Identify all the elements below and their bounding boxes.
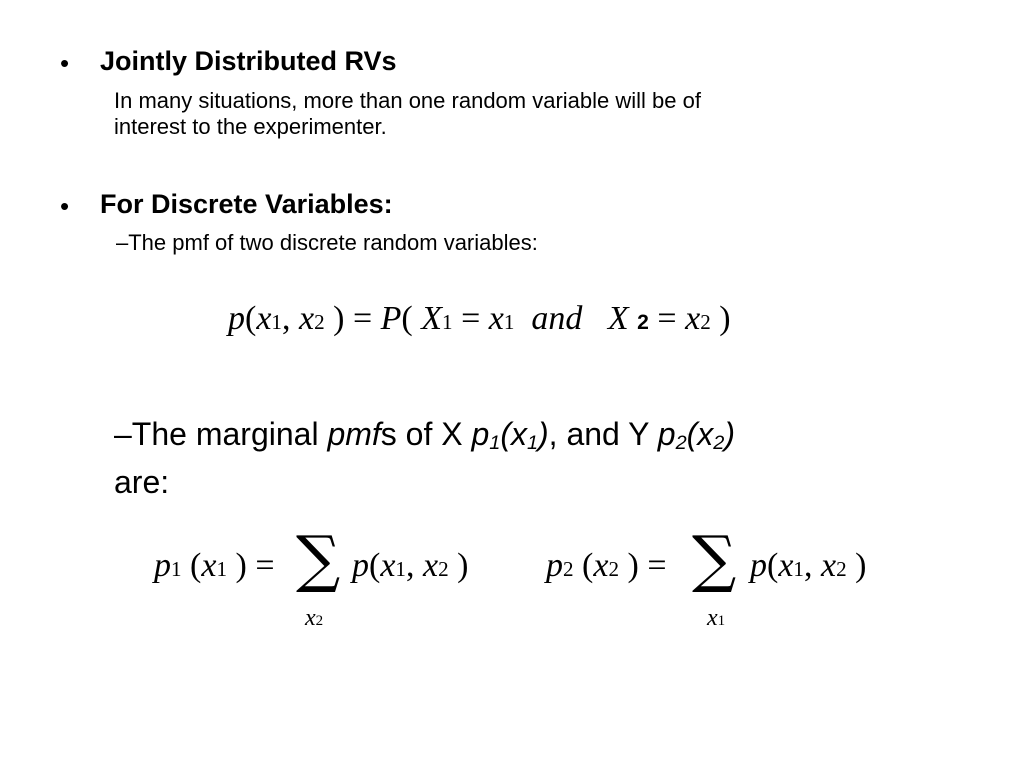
paragraph-line-1: In many situations, more than one random variable will be of bbox=[114, 88, 701, 113]
marginal-pmf-sentence: –The marginal pmfs of X $p_1(x_1)$, and Y $p_2(x_2)$ bbox=[114, 416, 735, 454]
sum-index-x2: x2 bbox=[305, 605, 324, 631]
heading-discrete-variables: For Discrete Variables: bbox=[100, 189, 393, 219]
bullet-2: • bbox=[60, 191, 70, 221]
sum-index-x1: x1 bbox=[707, 605, 726, 631]
heading-jointly-distributed: Jointly Distributed RVs bbox=[100, 46, 397, 76]
equation-marginal-p2-rhs: p(x1, x2 ) bbox=[750, 547, 867, 584]
equation-marginal-p1-rhs: p(x1, x2 ) bbox=[352, 547, 469, 584]
equation-marginal-p2: p2 (x2 ) = bbox=[546, 547, 667, 584]
paragraph-line-2: interest to the experimenter. bbox=[114, 114, 387, 139]
bullet-1: • bbox=[60, 48, 70, 78]
subpoint-joint-pmf: –The pmf of two discrete random variables: bbox=[116, 230, 538, 255]
sigma-symbol-1: ∑ bbox=[296, 522, 341, 595]
equation-marginal-p1: p1 (x1 ) = bbox=[154, 547, 275, 584]
sigma-symbol-2: ∑ bbox=[692, 522, 737, 595]
equation-joint-pmf: p(x1, x2 ) = P( X1 = x1 and X 2 = x2 ) bbox=[228, 300, 731, 337]
marginal-are: are: bbox=[114, 464, 170, 500]
